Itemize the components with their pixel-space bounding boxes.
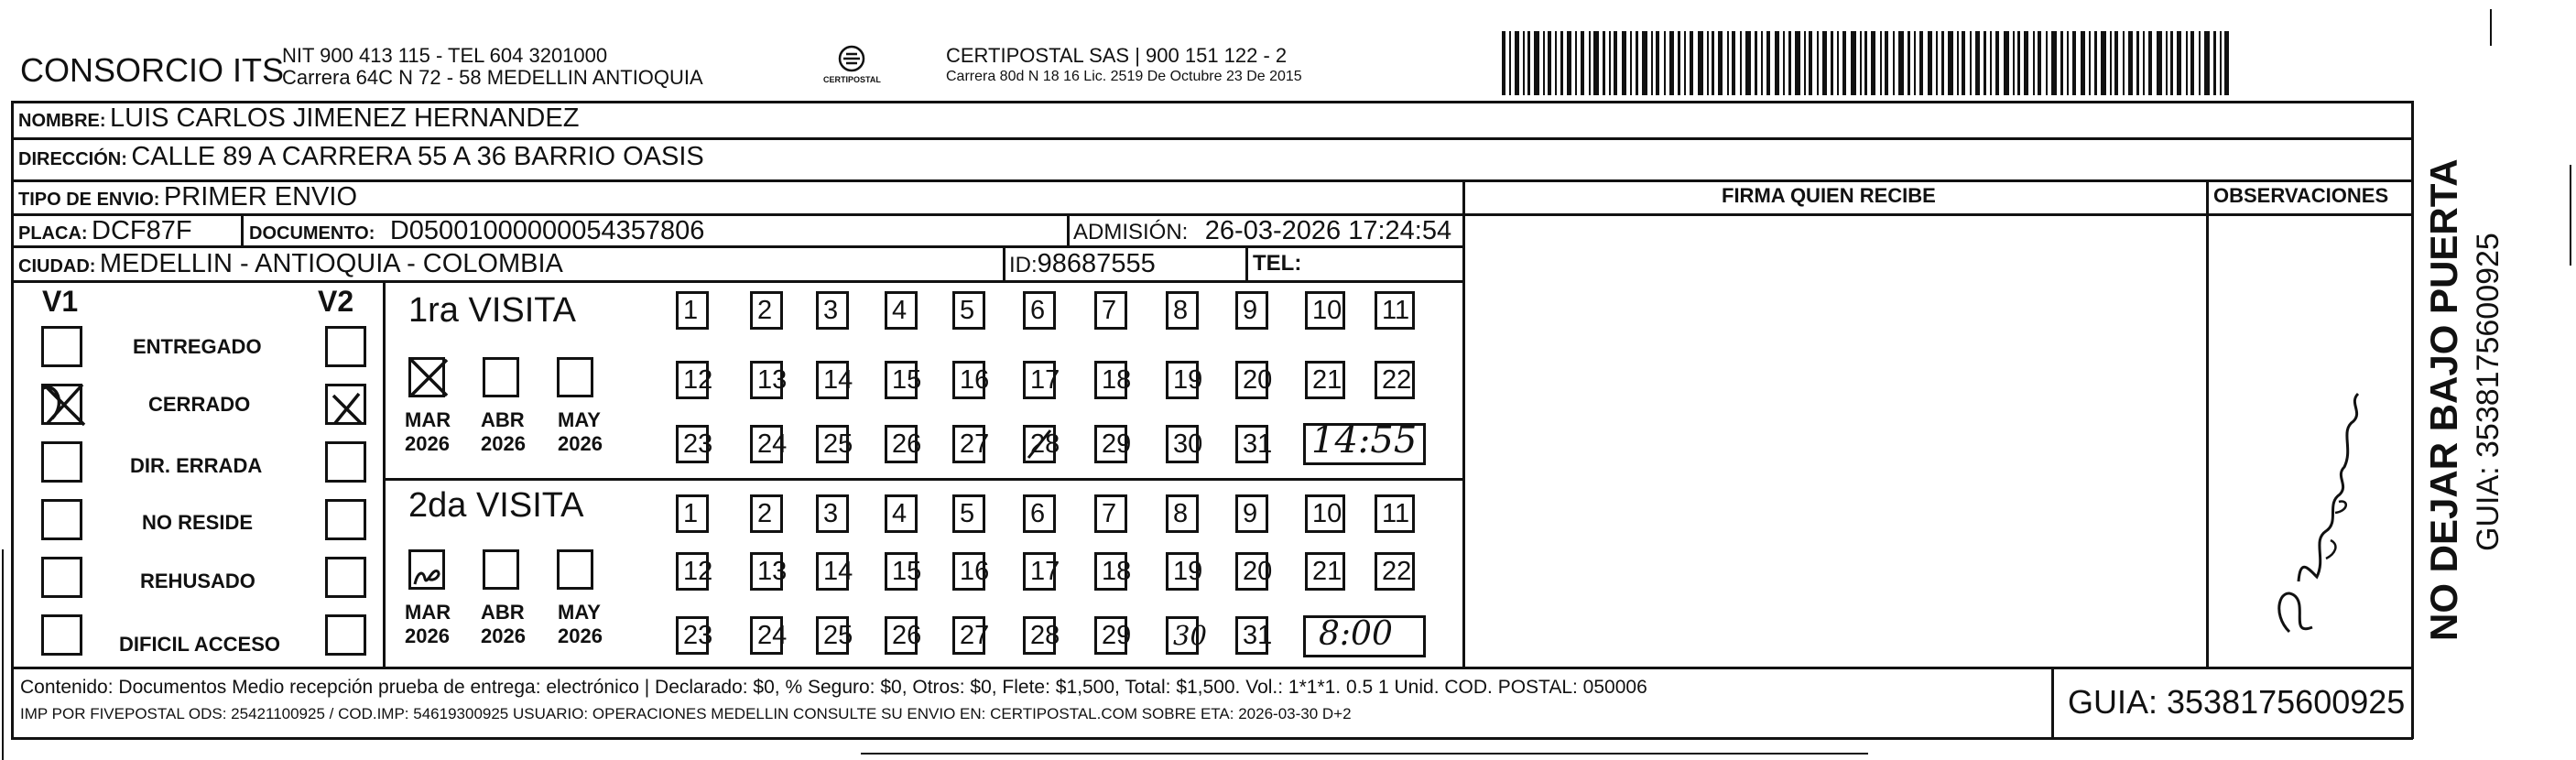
first-visit-day-20[interactable]: 20 <box>1235 361 1268 399</box>
tel-field <box>1253 251 1301 277</box>
company-address: Carrera 64C N 72 - 58 MEDELLIN ANTIOQUIA <box>282 66 703 89</box>
day-28-strike-mark <box>1023 425 1056 463</box>
second-visit-day-10[interactable]: 10 <box>1305 494 1345 533</box>
plate-value: DCF87F <box>92 216 192 245</box>
admission-field <box>1073 216 1451 246</box>
scan-mark <box>2 549 4 760</box>
barcode <box>1502 31 2230 95</box>
courier-name: CERTIPOSTAL SAS | 900 151 122 - 2 <box>946 44 1288 67</box>
id-field <box>1009 249 1156 279</box>
second-visit-year-3: 2026 <box>558 624 603 647</box>
status-cerrado: CERRADO <box>148 393 251 416</box>
row-divider <box>11 179 2413 182</box>
second-visit-day-8[interactable]: 8 <box>1166 494 1199 533</box>
v1-checkbox-dir-errada[interactable] <box>41 441 82 483</box>
first-visit-day-30[interactable]: 30 <box>1166 425 1199 463</box>
bottom-edge-mark <box>861 753 1868 755</box>
first-visit-day-24[interactable]: 24 <box>750 425 783 463</box>
second-visit-may-label: MAY <box>558 601 601 624</box>
first-visit-day-13[interactable]: 13 <box>750 361 783 399</box>
side-guide <box>2471 167 2507 551</box>
col-divider <box>2206 179 2209 667</box>
second-visit-day-18[interactable]: 18 <box>1094 552 1127 591</box>
shipment-type-label: TIPO DE ENVIO: <box>18 190 160 210</box>
second-visit-time: 8:00 <box>1319 615 1393 653</box>
v2-checkbox-no-reside[interactable] <box>325 499 366 540</box>
first-visit-day-21[interactable]: 21 <box>1305 361 1345 399</box>
first-visit-day-14[interactable]: 14 <box>816 361 849 399</box>
v1-checkbox-dificil-acceso[interactable] <box>41 614 82 656</box>
v1-checkbox-entregado[interactable] <box>41 326 82 367</box>
first-visit-day-16[interactable]: 16 <box>952 361 985 399</box>
shipment-type-field <box>18 182 357 212</box>
second-visit-day-7[interactable]: 7 <box>1094 494 1127 533</box>
second-visit-day-13[interactable]: 13 <box>750 552 783 591</box>
id-label: ID: <box>1009 253 1038 277</box>
status-dificil-acceso: DIFICIL ACCESO <box>119 633 281 656</box>
first-visit-mar-label: MAR <box>405 408 451 431</box>
first-visit-day-8[interactable]: 8 <box>1166 291 1199 330</box>
second-visit-day-1[interactable]: 1 <box>676 494 709 533</box>
second-visit-day-11[interactable]: 11 <box>1375 494 1415 533</box>
first-visit-year-3: 2026 <box>558 432 603 455</box>
second-visit-day-12[interactable]: 12 <box>676 552 709 591</box>
row-divider <box>11 137 2413 140</box>
name-field <box>18 103 579 134</box>
first-visit-day-22[interactable]: 22 <box>1375 361 1415 399</box>
id-value: 98687555 <box>1037 249 1156 278</box>
admission-value: 26-03-2026 17:24:54 <box>1204 216 1452 245</box>
shipment-type: PRIMER ENVIO <box>163 182 358 212</box>
side-guide-number: GUIA: 3538175600925 <box>2471 233 2505 551</box>
v1-checkbox-no-reside[interactable] <box>41 499 82 540</box>
second-visit-year-1: 2026 <box>405 624 450 647</box>
v2-cerrado-x-mark <box>322 383 373 433</box>
footer-guide: GUIA: 3538175600925 <box>2068 683 2406 721</box>
first-visit-day-26[interactable]: 26 <box>885 425 918 463</box>
recipient-signature <box>2262 385 2372 641</box>
second-visit-day-14[interactable]: 14 <box>816 552 849 591</box>
second-visit-day-16[interactable]: 16 <box>952 552 985 591</box>
second-visit-day-24[interactable]: 24 <box>750 616 783 655</box>
row-divider <box>11 280 1462 283</box>
frame-right <box>2411 101 2414 739</box>
second-visit-day-27[interactable]: 27 <box>952 616 985 655</box>
plate-label: PLACA: <box>18 223 88 244</box>
first-visit-day-12[interactable]: 12 <box>676 361 709 399</box>
col-divider <box>2051 667 2054 737</box>
first-visit-day-2[interactable]: 2 <box>750 291 783 330</box>
second-visit-day-25[interactable]: 25 <box>816 616 849 655</box>
city-field <box>18 249 563 279</box>
footer-printed: IMP POR FIVEPOSTAL ODS: 25421100925 / COD.IMP: 54619300925 USUARIO: OPERACIONES MEDELLIN CONSULTE SU ENVIO EN: CERTIPOSTAL.COM SOBRE ETA: 2026-03-30 D+2 <box>20 705 1352 722</box>
v1-label: V1 <box>42 285 79 318</box>
document-value: D05001000000054357806 <box>389 216 705 245</box>
second-visit-day-30[interactable]: 30 <box>1166 616 1199 655</box>
recipient-name: LUIS CARLOS JIMENEZ HERNANDEZ <box>110 103 580 133</box>
second-visit-day-28[interactable]: 28 <box>1023 616 1056 655</box>
col-divider <box>241 213 244 245</box>
scan-mark <box>2490 9 2492 46</box>
col-divider <box>1462 179 1465 667</box>
first-visit-day-15[interactable]: 15 <box>885 361 918 399</box>
second-visit-day-31[interactable]: 31 <box>1235 616 1268 655</box>
first-visit-year-1: 2026 <box>405 432 450 455</box>
first-visit-title: 1ra VISITA <box>408 291 577 330</box>
first-visit-time: 14:55 <box>1311 419 1418 461</box>
courier-license: Carrera 80d N 18 16 Lic. 2519 De Octubre 23 De 2015 <box>946 69 1302 84</box>
first-visit-day-7[interactable]: 7 <box>1094 291 1127 330</box>
second-visit-day-3[interactable]: 3 <box>816 494 849 533</box>
col-divider <box>1245 245 1248 280</box>
second-visit-year-2: 2026 <box>481 624 526 647</box>
city-label: CIUDAD: <box>18 256 96 277</box>
status-no-reside: NO RESIDE <box>142 511 254 534</box>
v1-cerrado-x-mark <box>38 377 93 432</box>
v2-checkbox-dificil-acceso[interactable] <box>325 614 366 656</box>
visit-divider <box>383 478 1462 481</box>
col-divider <box>1003 245 1005 280</box>
frame-bottom <box>11 737 2413 740</box>
second-visit-day-22[interactable]: 22 <box>1375 552 1415 591</box>
first-visit-day-4[interactable]: 4 <box>885 291 918 330</box>
first-visit-abr-label: ABR <box>481 408 525 431</box>
second-visit-day-29[interactable]: 29 <box>1094 616 1127 655</box>
col-divider <box>1067 213 1070 245</box>
frame-left <box>11 101 14 739</box>
first-visit-month-may[interactable] <box>557 357 593 397</box>
document-label: DOCUMENTO: <box>249 223 375 244</box>
first-visit-may-label: MAY <box>558 408 601 431</box>
first-visit-day-10[interactable]: 10 <box>1305 291 1345 330</box>
row-divider <box>1462 213 2411 216</box>
second-visit-day-5[interactable]: 5 <box>952 494 985 533</box>
second-visit-day-20[interactable]: 20 <box>1235 552 1268 591</box>
name-label: NOMBRE: <box>18 111 106 131</box>
scan-mark <box>2570 165 2571 266</box>
second-visit-day-15[interactable]: 15 <box>885 552 918 591</box>
second-visit-day-17[interactable]: 17 <box>1023 552 1056 591</box>
first-visit-day-27[interactable]: 27 <box>952 425 985 463</box>
first-visit-day-17[interactable]: 17 <box>1023 361 1056 399</box>
status-entregado: ENTREGADO <box>133 335 262 358</box>
address-field <box>18 142 704 172</box>
first-visit-day-9[interactable]: 9 <box>1235 291 1268 330</box>
first-visit-day-1[interactable]: 1 <box>676 291 709 330</box>
second-visit-title: 2da VISITA <box>408 486 584 525</box>
second-visit-month-may[interactable] <box>557 549 593 590</box>
first-visit-day-6[interactable]: 6 <box>1023 291 1056 330</box>
side-warning <box>2422 128 2477 641</box>
second-visit-abr-label: ABR <box>481 601 525 624</box>
city-value: MEDELLIN - ANTIOQUIA - COLOMBIA <box>99 249 563 278</box>
certipostal-logo <box>820 42 884 92</box>
v2-checkbox-rehusado[interactable] <box>325 557 366 598</box>
observations-header: OBSERVACIONES <box>2213 184 2389 207</box>
admission-label: ADMISIÓN: <box>1073 220 1189 244</box>
recipient-address: CALLE 89 A CARRERA 55 A 36 BARRIO OASIS <box>131 142 704 171</box>
first-visit-day-5[interactable]: 5 <box>952 291 985 330</box>
first-visit-day-3[interactable]: 3 <box>816 291 849 330</box>
footer-contents: Contenido: Documentos Medio recepción prueba de entrega: electrónico | Declarado: $0, % Seguro: $0, Otros: $0, Flete: $1,500, Total: $1,500. Vol.: 1*1*1. 0.5 1 Unid. COD. POSTAL: 050006 <box>20 677 1647 698</box>
v2-checkbox-dir-errada[interactable] <box>325 441 366 483</box>
address-label: DIRECCIÓN: <box>18 149 127 169</box>
second-visit-mar-mark <box>410 559 443 588</box>
second-visit-day-9[interactable]: 9 <box>1235 494 1268 533</box>
logo-caption: CERTIPOSTAL <box>823 75 881 84</box>
plate-field <box>18 216 192 246</box>
second-visit-mar-label: MAR <box>405 601 451 624</box>
first-visit-day-23[interactable]: 23 <box>676 425 709 463</box>
second-visit-day-4[interactable]: 4 <box>885 494 918 533</box>
no-dejar-bajo-puerta: NO DEJAR BAJO PUERTA <box>2422 158 2465 641</box>
v1-checkbox-rehusado[interactable] <box>41 557 82 598</box>
status-rehusado: REHUSADO <box>140 570 255 592</box>
first-visit-day-28[interactable]: 28 <box>1023 425 1056 463</box>
v2-label: V2 <box>318 285 354 318</box>
col-divider <box>383 280 386 667</box>
first-visit-year-2: 2026 <box>481 432 526 455</box>
first-visit-day-18[interactable]: 18 <box>1094 361 1127 399</box>
first-visit-mar-x-mark <box>407 355 452 401</box>
second-visit-day-23[interactable]: 23 <box>676 616 709 655</box>
tel-label: TEL: <box>1253 251 1302 276</box>
second-visit-day-26[interactable]: 26 <box>885 616 918 655</box>
company-name: CONSORCIO ITS <box>20 51 285 89</box>
signature-header: FIRMA QUIEN RECIBE <box>1722 184 1936 207</box>
company-nit: NIT 900 413 115 - TEL 604 3201000 <box>282 44 608 67</box>
second-visit-month-abr[interactable] <box>483 549 519 590</box>
second-visit-day-21[interactable]: 21 <box>1305 552 1345 591</box>
first-visit-day-31[interactable]: 31 <box>1235 425 1268 463</box>
first-visit-day-11[interactable]: 11 <box>1375 291 1415 330</box>
first-visit-day-19[interactable]: 19 <box>1166 361 1199 399</box>
first-visit-day-25[interactable]: 25 <box>816 425 849 463</box>
first-visit-month-abr[interactable] <box>483 357 519 397</box>
second-visit-day-2[interactable]: 2 <box>750 494 783 533</box>
second-visit-day-19[interactable]: 19 <box>1166 552 1199 591</box>
document-field <box>249 216 704 246</box>
second-visit-day-6[interactable]: 6 <box>1023 494 1056 533</box>
status-dir-errada: DIR. ERRADA <box>130 454 263 477</box>
first-visit-day-29[interactable]: 29 <box>1094 425 1127 463</box>
v2-checkbox-entregado[interactable] <box>325 326 366 367</box>
